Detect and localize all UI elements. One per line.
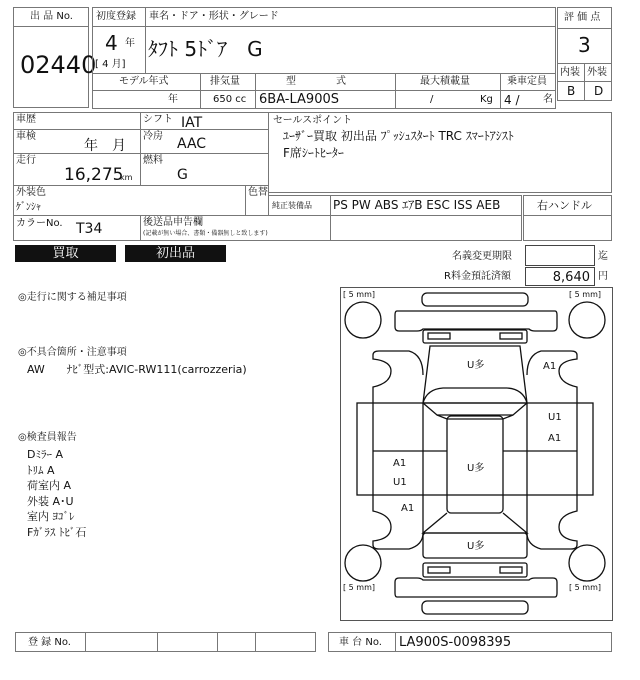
inspection-cell [13,129,141,154]
equipment-label-cell [268,195,331,216]
color-value: ｹﾞﾝｼｬ [16,202,41,213]
exterior-label-cell [584,63,612,82]
later-items-label: 後送品申告欄 [143,217,203,228]
badge-first-listing: 初出品 [125,245,226,262]
model-year-label: モデル年式 [119,76,169,87]
exterior-label: 外装 [587,67,607,78]
damage-diagram [340,287,613,621]
mark-roof: U多 [467,463,485,474]
displacement-cell [200,90,256,109]
max-load-cell [395,90,501,109]
recycle-label: R料金預託済額 [444,271,511,282]
name-change-unit: 迄 [598,251,608,262]
capacity-label: 乗車定員 [507,76,547,87]
chassis-value: LA900S-0098395 [399,635,512,650]
score-cell [557,28,612,64]
fuel-cell [140,153,269,186]
interior-label-cell [557,63,585,82]
mark-left-rear-fender: A1 [401,503,415,514]
mileage-cell [13,153,141,186]
first-reg-month: [ 4 月] [95,59,126,70]
interior-grade-cell [557,81,585,101]
name-change-label: 名義変更期限 [452,251,512,262]
chassis-label: 車 台 No. [339,637,382,648]
max-load-value: / [430,94,434,105]
lot-label-cell [13,7,89,27]
car-name: ﾀﾌﾄ 5ﾄﾞｱ G [148,37,263,61]
defect-item: AW ﾅﾋﾞ型式:AVIC-RW111(carrozzeria) [27,363,247,376]
year-unit: 年 [125,38,135,49]
mark-right-door-2: A1 [548,433,562,444]
inspector-item: ﾄﾘﾑ A [27,463,55,477]
ac-label: 冷房 [143,131,163,142]
color-no-label: カラーNo. [16,218,63,229]
car-outline-diagram [340,287,613,621]
reg-no-cell-1 [85,632,158,652]
interior-label: 内装 [560,67,580,78]
displacement-label: 排気量 [210,76,240,87]
chassis-cell [395,632,612,652]
score-label-cell [557,7,612,29]
car-name-label: 車名・ドア・形状・グレード [149,11,279,22]
capacity-value: 4 / [504,93,520,107]
recycle-unit: 円 [598,271,608,282]
defects-title: ◎不具合箇所・注意事項 [18,347,127,358]
lot-number-cell [13,26,97,108]
inspector-list [27,447,86,540]
fuel-label: 燃料 [143,155,163,166]
color-label: 外装色 [16,187,46,198]
history-label: 車歴 [16,114,36,125]
score: 3 [578,33,591,57]
inspector-item: Fｶﾞﾗｽ ﾄﾋﾞ石 [27,525,87,539]
sales-points-box [268,112,612,193]
exterior-grade-cell [584,81,612,101]
inspector-item: 室内 ﾖｺﾞﾚ [27,510,75,523]
mileage-label: 走行 [16,155,36,166]
capacity-unit: 名 [543,94,553,105]
driving-notes-title: ◎走行に関する補足事項 [18,292,127,303]
type-value: 6BA-LA900S [259,92,339,107]
score-label: 評 価 点 [564,12,601,23]
mark-left-door-1: A1 [393,458,407,469]
tread-front-left: [ 5 mm] [343,290,376,299]
max-load-unit: Kg [480,94,493,105]
steering-extra-cell [523,215,612,241]
model-year-label-cell [92,73,201,91]
color-no-value: T34 [76,221,103,237]
sales-points-line2: F席ｼｰﾄﾋｰﾀｰ [283,146,344,160]
car-name-cell [145,26,556,74]
badge-buyout: 買取 [15,245,116,262]
first-reg-label-cell [92,7,146,27]
shift-value: IAT [181,115,203,131]
type-label: 型 式 [286,76,346,87]
color-no-cell [13,215,141,241]
first-reg-label: 初度登録 [96,11,136,22]
inspection-value: 年 月 [84,138,126,154]
later-items-value-cell [330,215,522,241]
recycle-value: 8,640 [552,270,590,285]
mark-hood: U多 [467,360,485,371]
interior-grade: B [567,84,576,98]
model-year-value: 年 [168,94,178,105]
type-label-cell [255,73,396,91]
color-change-label: 色替 [248,187,268,198]
steering-value: 右ハンドル [537,199,592,212]
shift-cell [140,112,269,130]
displacement-value: 650 cc [213,94,247,105]
tread-front-right: [ 5 mm] [569,290,602,299]
shift-label: シフト [143,114,173,125]
steering-cell [523,195,612,216]
capacity-label-cell [500,73,556,91]
max-load-label-cell [395,73,501,91]
sales-points-label: セールスポイント [273,115,353,126]
inspector-item: 荷室内 A [27,479,72,492]
reg-no-cell-2 [157,632,218,652]
later-items-note: (記載が無い場合、書類・備器無しと致します) [143,230,268,237]
inspector-title: ◎検査員報告 [18,432,77,443]
reg-no-label: 登 録 No. [28,637,71,648]
first-reg-year: 4 [105,31,118,55]
capacity-cell [500,90,556,109]
ac-value: AAC [177,136,207,152]
equipment-items: PS PW ABS ｴｱB ESC ISS AEB [333,198,501,212]
mileage-value: 16,275 [64,165,124,185]
lot-label: 出 品 No. [30,11,73,22]
ac-cell [140,129,269,154]
mark-front-right-fender: A1 [543,361,557,372]
chassis-label-cell [328,632,396,652]
color-cell [13,185,246,216]
inspector-item: Dﾐﾗｰ A [27,448,63,461]
first-reg-cell [92,26,146,74]
tread-rear-right: [ 5 mm] [569,583,602,592]
displacement-label-cell [200,73,256,91]
mark-rear: U多 [467,541,485,552]
mark-right-door-1: U1 [548,412,562,423]
lot-number: 02440 [20,51,97,79]
car-name-label-cell [145,7,556,27]
recycle-field [525,267,595,286]
tread-rear-left: [ 5 mm] [343,583,376,592]
equipment-label: 純正装備品 [272,201,312,210]
mark-left-door-2: U1 [393,477,407,488]
reg-no-cell-3 [217,632,256,652]
model-year-cell [92,90,201,109]
inspection-label: 車検 [16,131,36,142]
mileage-unit: km [120,173,133,182]
equipment-cell [330,195,522,216]
exterior-grade: D [594,84,604,98]
max-load-label: 最大積載量 [420,76,470,87]
reg-no-label-cell [15,632,86,652]
name-change-field [525,245,595,266]
color-change-cell [245,185,269,216]
type-cell [255,90,396,109]
inspector-item: 外装 A･U [27,494,74,508]
later-items-cell [140,215,331,241]
history-cell [13,112,141,130]
sales-points-line1: ﾕｰｻﾞｰ買取 初出品 ﾌﾟｯｼｭｽﾀｰﾄ TRC ｽﾏｰﾄｱｼｽﾄ [283,129,514,143]
fuel-value: G [177,167,188,183]
reg-no-cell-4 [255,632,316,652]
